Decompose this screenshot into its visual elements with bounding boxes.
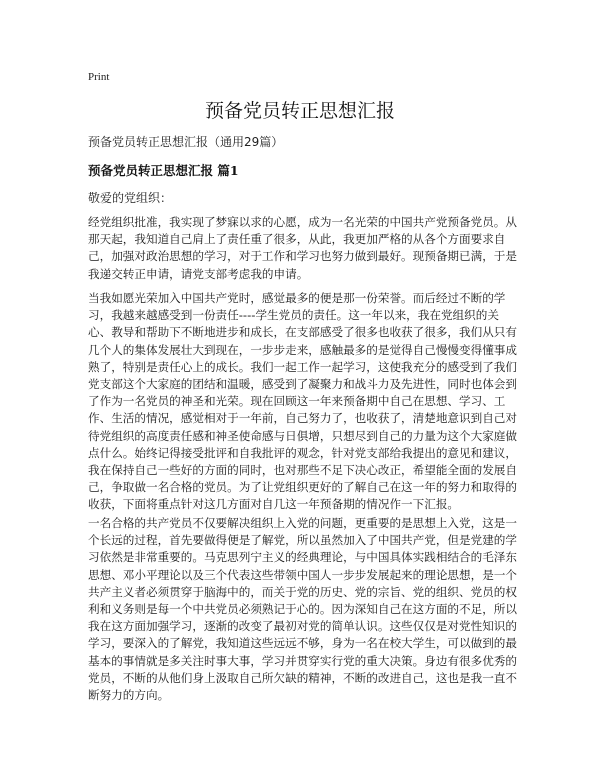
section-title: 预备党员转正思想汇报 篇1 [88, 163, 239, 178]
greeting-text: 敬爱的党组织： [88, 191, 173, 205]
paragraph-2: 当我如愿光荣加入中国共产党时，感觉最多的便是那一份荣誉。而后经过不断的学习，我越来越感受到一份责任----学生党员的责任。这一年以来，我在党组织的关心、教导和帮助下不断地进步和成长，在支部感受了很多也收获了很多，我们从只有几个人的集体发展壮大到现在，一步步走来，感触最多的是觉得自己慢慢变得懂事成熟了，特别是责任心上的成长。我们一起工作一起学习，这使我充分的感受到了我们党支部这个大家庭的团结和温暖，感受到了凝聚力和战斗力及先进性，同时也体会到了作为一名党员的神圣和光荣。现在回顾这一年来预备期中自己在思想、学习、工作、生活的情况，感觉相对于一年前，自己努力了，也收获了，清楚地意识到自己对待党组织的高度责任感和神圣使命感与日俱增，只想尽到自己的力量为这个大家庭做点什么。始终记得接受批评和自我批评的观念，针对党支部给我提出的意见和建议，我在保持自己一些好的方面的同时，也对那些不足下决心改正，希望能全面的发展自己，争取做一名合格的党员。为了让党组织更好的了解自己在这一年的努力和取得的收获，下面将重点针对这几方面对自几这一年预备期的情况作一下汇报。 [88, 291, 517, 512]
print-label: Print [88, 71, 110, 83]
paragraph-3: 一名合格的共产党员不仅要解决组织上入党的问题，更重要的是思想上入党，这是一个长远的过程，首先要做得便是了解党，所以虽然加入了中国共产党，但是党建的学习依然是非常重要的。马克思列宁主义的经典理论，与中国具体实践相结合的毛泽东思想、邓小平理论以及三个代表这些带领中国人一步步发展起来的理论思想，是一个共产主义者必须贯穿于脑海中的，而关于党的历史、党的宗旨、党的组织、党员的权利和义务则是每一个中共党员必须熟记于心的。因为深知自己在这方面的不足，所以我在这方面加强学习，逐渐的改变了最初对党的简单认识。这些仅仅是对党性知识的学习，要深入的了解党，我知道这些远远不够，身为一名在校大学生，可以做到的最基本的事情就是多关注时事大事，学习并贯穿实行党的重大决策。身边有很多优秀的党员，不断的从他们身上汲取自己所欠缺的精神，不断的改进自己，这也是我一直不断努力的方向。 [88, 516, 517, 703]
page-subtitle: 预备党员转正思想汇报（通用29篇） [88, 135, 284, 149]
paragraph-1: 经党组织批准，我实现了梦寐以求的心愿，成为一名光荣的中国共产党预备党员。从那天起，我知道自己肩上了责任重了很多，从此，我更加严格的从各个方面要求自己，加强对政治思想的学习，对于工作和学习也努力做到最好。现预备期已满，于是我递交转正申请，请党支部考虑我的申请。 [88, 215, 517, 281]
page-title: 预备党员转正思想汇报 [204, 100, 395, 122]
